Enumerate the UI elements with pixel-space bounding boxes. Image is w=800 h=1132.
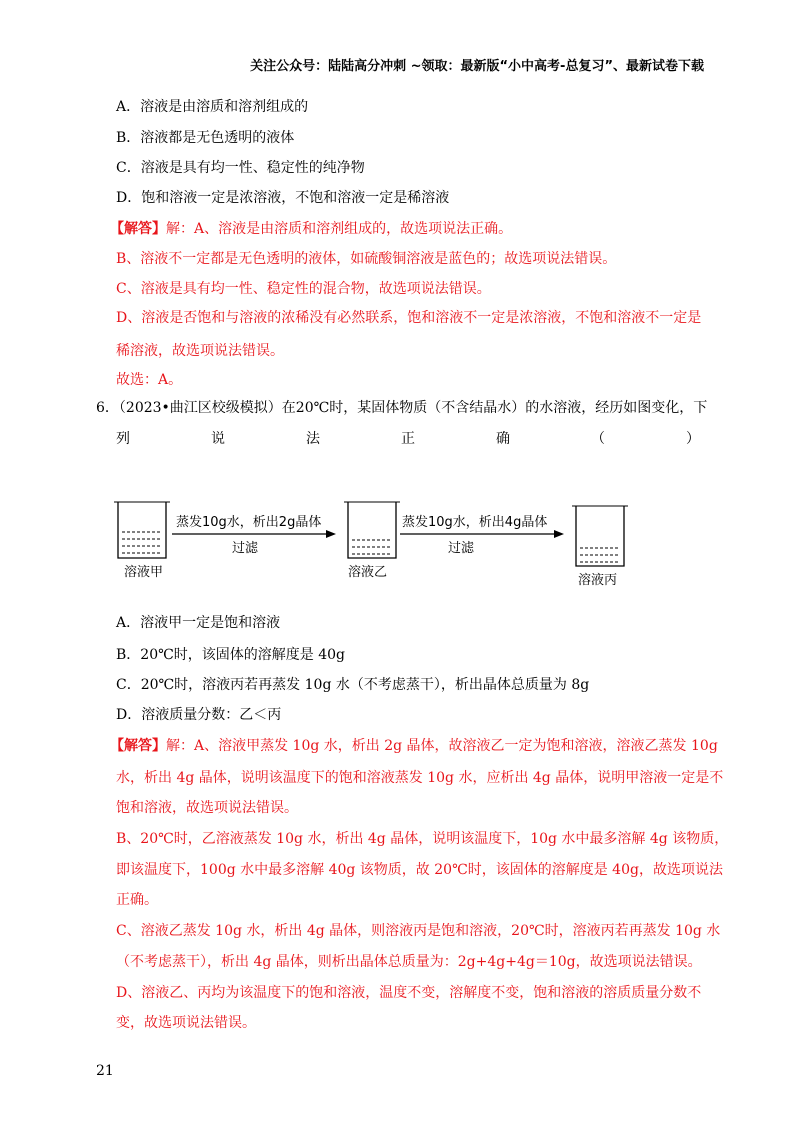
arrow-step-2 [400, 514, 564, 556]
q5-option-a: A．溶液是由溶质和溶剂组成的 [116, 99, 309, 115]
beaker-jia [114, 502, 170, 580]
q6-option-d: D．溶液质量分数：乙＜丙 [116, 707, 282, 723]
beaker-yi [344, 502, 400, 580]
q6-answer-line-1 [110, 735, 718, 755]
step-2-bottom-label: 过滤 [448, 541, 475, 556]
q5-option-d: D．饱和溶液一定是浓溶液，不饱和溶液一定是稀溶液 [116, 190, 450, 206]
beaker-yi-label: 溶液乙 [348, 565, 388, 580]
q6-option-c: C．20℃时，溶液丙若再蒸发 10g 水（不考虑蒸干），析出晶体总质量为 8g [116, 677, 590, 693]
q6-stem-word: 正 [401, 431, 415, 447]
q6-stem-word: 确 [496, 431, 510, 447]
beaker-bing-label: 溶液丙 [578, 573, 618, 588]
q6-answer-line-7: C、溶液乙蒸发 10g 水，析出 4g 晶体，则溶液丙是饱和溶液，20℃时，溶液丙若再蒸发 10g 水 [116, 923, 721, 939]
q5-option-b: B．溶液都是无色透明的液体 [116, 130, 295, 146]
q5-answer-line-5: 稀溶液，故选项说法错误。 [116, 343, 284, 359]
q6-answer-tag: 【解答】 [110, 738, 166, 754]
q6-stem-line-1 [96, 397, 707, 417]
q5-answer-text-1: 解：A、溶液是由溶质和溶剂组成的，故选项说法正确。 [166, 221, 513, 237]
q6-answer-line-10: 变，故选项说法错误。 [116, 1015, 256, 1031]
q6-answer-line-4: B、20℃时，乙溶液蒸发 10g 水，析出 4g 晶体，说明该温度下，10g 水中最多溶解 4g 该物质， [116, 831, 729, 847]
q6-answer-line-3: 饱和溶液，故选项说法错误。 [116, 800, 298, 816]
q6-stem: （2023•曲江区校级模拟）在20℃时，某固体物质（不含结晶水）的水溶液，经历如图变化，下 [118, 400, 708, 416]
q6-answer-line-8: （不考虑蒸干），析出 4g 晶体，则析出晶体总质量为：2g+4g+4g＝10g，故选项说法错误。 [116, 954, 702, 970]
q6-stem-word: 列 [116, 431, 130, 447]
q6-stem-word: 法 [306, 431, 320, 447]
q6-stem-word: ） [686, 431, 700, 447]
q6-answer-text-1: 解：A、溶液甲蒸发 10g 水，析出 2g 晶体，故溶液乙一定为饱和溶液，溶液乙蒸发 10g [166, 738, 718, 754]
page-header: 关注公众号：陆陆高分冲刺 ~领取：最新版“小中高考-总复习”、最新试卷下载 [250, 59, 704, 74]
beaker-jia-label: 溶液甲 [124, 565, 164, 580]
beaker-bing [572, 506, 628, 588]
q6-answer-line-6: 正确。 [116, 892, 158, 908]
q6-answer-line-2: 水，析出 4g 晶体，说明该温度下的饱和溶液蒸发 10g 水，应析出 4g 晶体，说明甲溶液一定是不 [116, 770, 724, 786]
q6-answer-line-9: D、溶液乙、丙均为该温度下的饱和溶液，温度不变，溶解度不变，饱和溶液的溶质质量分数不 [116, 985, 702, 1001]
arrow-step-1 [172, 514, 336, 556]
q5-answer-line-4: D、溶液是否饱和与溶液的浓稀没有必然联系，饱和溶液不一定是浓溶液，不饱和溶液不一定是 [116, 310, 702, 326]
q5-answer-line-3: C、溶液是具有均一性、稳定性的混合物，故选项说法错误。 [116, 281, 491, 297]
q6-number: 6． [96, 400, 119, 416]
q5-answer-line-1 [110, 218, 512, 238]
evaporation-diagram [110, 492, 630, 592]
q5-choice: 故选：A。 [116, 372, 183, 388]
q6-option-a: A．溶液甲一定是饱和溶液 [116, 615, 281, 631]
q6-answer-line-5: 即该温度下，100g 水中最多溶解 40g 该物质，故 20℃时，该固体的溶解度是 40g，故选项说法 [116, 862, 723, 878]
q6-stem-word: （ [591, 431, 605, 447]
q5-option-c: C．溶液是具有均一性、稳定性的纯净物 [116, 160, 365, 176]
q6-stem-word: 说 [211, 431, 225, 447]
step-1-bottom-label: 过滤 [232, 541, 259, 556]
page-number: 21 [96, 1063, 114, 1079]
step-2-top-label: 蒸发10g水，析出4g晶体 [402, 515, 548, 530]
q5-answer-tag: 【解答】 [110, 221, 166, 237]
step-1-top-label: 蒸发10g水，析出2g晶体 [176, 515, 322, 530]
q6-stem-line-2 [116, 428, 700, 448]
q6-option-b: B．20℃时，该固体的溶解度是 40g [116, 647, 345, 663]
q5-answer-line-2: B、溶液不一定都是无色透明的液体，如硫酸铜溶液是蓝色的；故选项说法错误。 [116, 251, 617, 267]
